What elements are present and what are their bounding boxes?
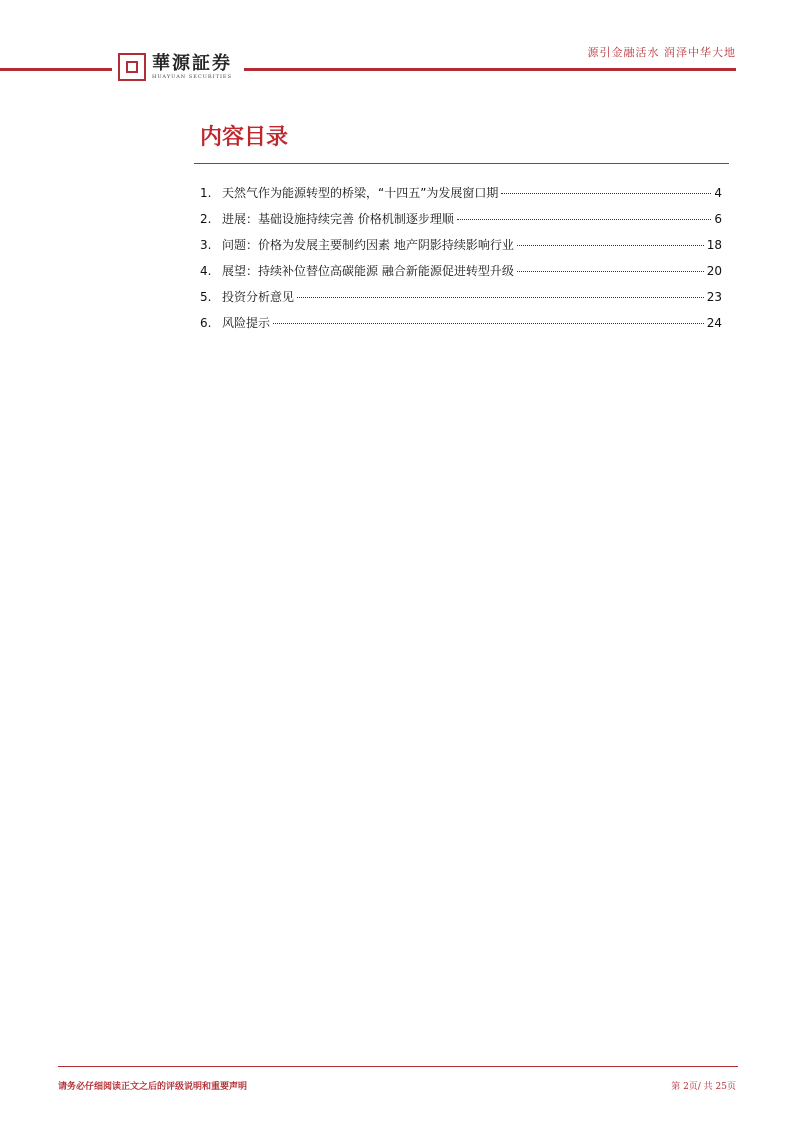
toc-entry-title: 问题：价格为发展主要制约因素 地产阴影持续影响行业 [222, 238, 514, 252]
toc-entry-number: 6. [200, 316, 212, 330]
toc-entry-title: 进展：基础设施持续完善 价格机制逐步理顺 [222, 212, 454, 226]
logo-name-cn: 華源証券 [152, 53, 232, 74]
footer-disclaimer: 请务必仔细阅读正文之后的评级说明和重要声明 [58, 1082, 248, 1092]
toc-entry-6[interactable] [200, 314, 722, 340]
header-slogan: 源引金融活水 润泽中华大地 [587, 46, 736, 59]
toc-entry-number: 3. [200, 238, 212, 252]
toc-dot-leader [501, 193, 711, 194]
toc-entry-title: 天然气作为能源转型的桥梁，“十四五”为发展窗口期 [222, 186, 499, 200]
toc-dot-leader [297, 297, 704, 298]
toc-dot-leader [517, 271, 704, 272]
toc-dot-leader [457, 219, 712, 220]
toc-entry-3[interactable] [200, 236, 722, 262]
header-rule-left [0, 68, 112, 71]
toc-entry-title: 展望：持续补位替位高碳能源 融合新能源促进转型升级 [222, 264, 514, 278]
toc-dot-leader [273, 323, 704, 324]
toc-entry-title: 风险提示 [222, 316, 271, 330]
toc-list [200, 184, 722, 340]
toc-entry-page: 20 [706, 264, 722, 278]
toc-entry-page: 4 [714, 186, 722, 200]
company-logo [118, 50, 232, 84]
toc-entry-page: 23 [706, 290, 722, 304]
toc-entry-number: 4. [200, 264, 212, 278]
toc-title: 内容目录 [200, 125, 289, 150]
toc-divider [194, 163, 729, 164]
header-rule-right [244, 68, 736, 71]
toc-entry-2[interactable] [200, 210, 722, 236]
logo-name-en: HUAYUAN SECURITIES [152, 74, 233, 80]
footer-page-number: 第 2页/ 共 25页 [671, 1082, 736, 1092]
logo-seal-icon [118, 53, 146, 81]
toc-dot-leader [517, 245, 704, 246]
toc-entry-page: 18 [706, 238, 722, 252]
toc-entry-page: 24 [706, 316, 722, 330]
toc-entry-number: 1. [200, 186, 212, 200]
footer-rule [58, 1066, 738, 1067]
toc-entry-5[interactable] [200, 288, 722, 314]
toc-entry-page: 6 [714, 212, 722, 226]
toc-entry-number: 5. [200, 290, 212, 304]
toc-entry-number: 2. [200, 212, 212, 226]
toc-entry-title: 投资分析意见 [222, 290, 295, 304]
toc-entry-1[interactable] [200, 184, 722, 210]
toc-entry-4[interactable] [200, 262, 722, 288]
